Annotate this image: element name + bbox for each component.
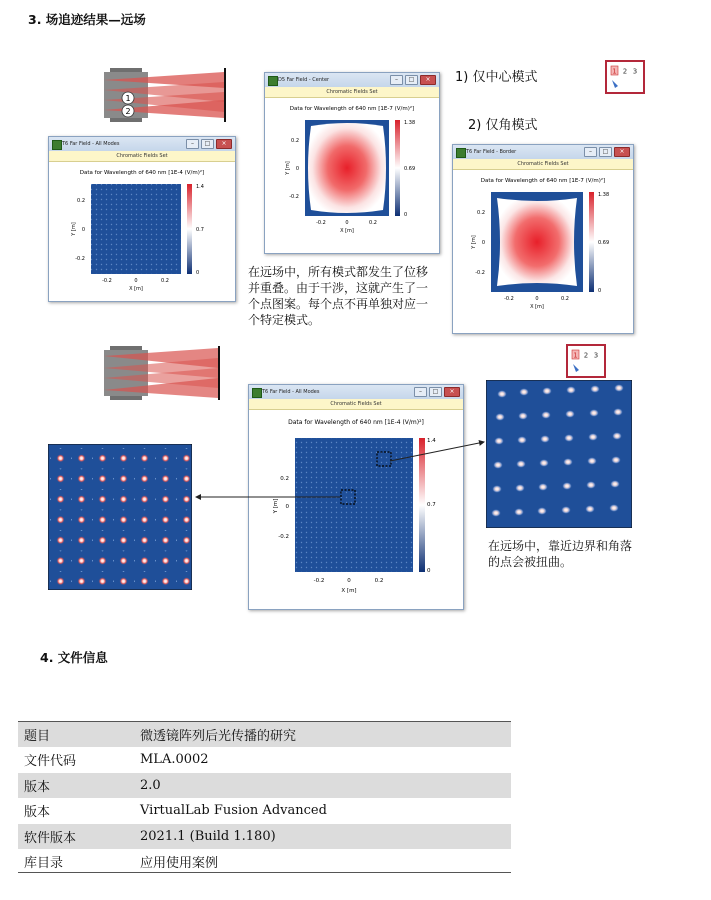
colorbar-min: 0 bbox=[196, 270, 200, 276]
label-center-mode: 1) 仅中心模式 bbox=[455, 70, 538, 85]
mode-selector-tool-top[interactable] bbox=[605, 60, 645, 94]
x-tick: -0.2 bbox=[102, 278, 112, 284]
svg-text:2: 2 bbox=[583, 351, 589, 360]
field-plot-center bbox=[265, 98, 439, 253]
window-subtitle: Chromatic Fields Set bbox=[49, 151, 235, 162]
file-info-table bbox=[18, 722, 511, 875]
window-center[interactable] bbox=[264, 72, 440, 254]
close-button[interactable]: × bbox=[444, 387, 460, 397]
y-axis-label: Y [m] bbox=[285, 161, 291, 175]
plot-caption: Data for Wavelength of 640 nm [1E-4 (V/m)²] bbox=[288, 419, 424, 426]
colorbar-min: 0 bbox=[598, 288, 602, 294]
field-image bbox=[91, 184, 181, 274]
note-overlap: 在远场中，所有模式都发生了位移并重叠。由于干涉，这就产生了一个点图案。每个点不再单独对应一个特定模式。 bbox=[248, 265, 429, 327]
minimize-button[interactable]: – bbox=[186, 139, 199, 149]
x-tick: -0.2 bbox=[316, 220, 326, 226]
window-titlebar[interactable] bbox=[453, 145, 633, 159]
x-tick: 0.2 bbox=[369, 220, 377, 226]
info-value: VirtualLab Fusion Advanced bbox=[134, 798, 511, 824]
info-value: 2.0 bbox=[134, 773, 511, 799]
y-tick: 0.2 bbox=[77, 198, 85, 204]
plot-caption: Data for Wavelength of 640 nm [1E-4 (V/m)²] bbox=[79, 170, 205, 176]
window-title: T6 Far Field - Border bbox=[466, 149, 517, 155]
minimize-button[interactable]: – bbox=[584, 147, 597, 157]
info-key: 版本 bbox=[18, 773, 134, 799]
zoom-arrows bbox=[190, 430, 490, 510]
window-subtitle: Chromatic Fields Set bbox=[453, 159, 633, 170]
x-tick: -0.2 bbox=[313, 578, 325, 584]
table-row bbox=[18, 798, 511, 824]
colorbar-mid: 0.7 bbox=[196, 227, 204, 233]
window-all-modes-top[interactable] bbox=[48, 136, 236, 302]
x-axis-label: X [m] bbox=[341, 588, 357, 594]
beam-schematic-top bbox=[94, 68, 234, 122]
plot-caption: Data for Wavelength of 640 nm [1E-7 (V/m)²] bbox=[289, 106, 415, 112]
y-axis-label: Y [m] bbox=[71, 222, 77, 236]
colorbar-max: 1.38 bbox=[404, 120, 416, 126]
y-tick: 0 bbox=[81, 227, 85, 233]
field-plot-border bbox=[453, 170, 633, 333]
x-axis-label: X [m] bbox=[530, 304, 544, 310]
svg-text:2: 2 bbox=[125, 107, 131, 116]
corner-mode-spot bbox=[497, 198, 577, 286]
app-icon bbox=[456, 148, 466, 158]
svg-text:1: 1 bbox=[573, 351, 578, 360]
minimize-button[interactable]: – bbox=[390, 75, 403, 85]
table-row bbox=[18, 824, 511, 850]
window-titlebar[interactable] bbox=[249, 385, 463, 399]
window-title: D5 Far Field - Center bbox=[278, 77, 330, 83]
app-icon bbox=[52, 140, 62, 150]
x-tick: 0.2 bbox=[561, 296, 569, 302]
app-icon bbox=[252, 388, 262, 398]
svg-text:3: 3 bbox=[632, 67, 638, 76]
window-titlebar[interactable] bbox=[265, 73, 439, 87]
x-tick: 0.2 bbox=[161, 278, 169, 284]
plot-area bbox=[265, 98, 439, 253]
x-tick: 0 bbox=[347, 578, 351, 584]
colorbar-max: 1.38 bbox=[598, 192, 610, 198]
info-value: 微透镜阵列后光传播的研究 bbox=[134, 722, 511, 747]
colorbar-mid: 0.69 bbox=[404, 166, 416, 172]
window-title: T6 Far Field - All Modes bbox=[262, 389, 320, 395]
colorbar-max: 1.4 bbox=[427, 438, 436, 444]
y-tick: 0 bbox=[285, 504, 289, 510]
x-tick: -0.2 bbox=[504, 296, 514, 302]
y-tick: 0.2 bbox=[291, 138, 299, 144]
y-tick: -0.2 bbox=[278, 534, 289, 540]
plot-area bbox=[453, 170, 633, 333]
svg-text:1: 1 bbox=[612, 67, 617, 76]
info-key: 软件版本 bbox=[18, 824, 134, 850]
y-tick: 0 bbox=[295, 166, 299, 172]
window-subtitle: Chromatic Fields Set bbox=[249, 399, 463, 410]
colorbar-mid: 0.69 bbox=[598, 240, 610, 246]
svg-text:3: 3 bbox=[593, 351, 599, 360]
close-button[interactable]: × bbox=[216, 139, 232, 149]
info-value: 应用使用案例 bbox=[134, 849, 511, 875]
colorbar-mid: 0.7 bbox=[427, 502, 436, 508]
zoom-corner-spots bbox=[486, 380, 632, 528]
maximize-button[interactable]: □ bbox=[405, 75, 418, 85]
note-distortion: 在远场中，靠近边界和角落的点会被扭曲。 bbox=[488, 539, 633, 569]
x-tick: 0 bbox=[535, 296, 539, 302]
info-key: 文件代码 bbox=[18, 747, 134, 773]
colorbar-max: 1.4 bbox=[196, 184, 204, 190]
y-tick: 0 bbox=[481, 240, 485, 246]
pencil-icon bbox=[612, 80, 618, 88]
arrow-to-right-zoom bbox=[390, 442, 484, 461]
window-subtitle: Chromatic Fields Set bbox=[265, 87, 439, 98]
y-tick: -0.2 bbox=[75, 256, 85, 262]
y-tick: 0.2 bbox=[477, 210, 485, 216]
colorbar bbox=[589, 192, 594, 292]
colorbar-min: 0 bbox=[404, 212, 408, 218]
colorbar bbox=[187, 184, 192, 274]
center-mode-spot bbox=[308, 123, 386, 213]
y-tick: 0.2 bbox=[280, 476, 289, 482]
info-key: 题目 bbox=[18, 722, 134, 747]
svg-text:1: 1 bbox=[125, 94, 131, 103]
info-key: 版本 bbox=[18, 798, 134, 824]
label-corner-mode: 2) 仅角模式 bbox=[468, 118, 538, 133]
table-row bbox=[18, 722, 511, 747]
x-axis-label: X [m] bbox=[129, 286, 143, 292]
x-tick: 0 bbox=[134, 278, 138, 284]
table-row bbox=[18, 849, 511, 875]
x-tick: 0.2 bbox=[374, 578, 384, 584]
plot-caption: Data for Wavelength of 640 nm [1E-7 (V/m)²] bbox=[480, 178, 606, 184]
table-bottom-rule bbox=[18, 872, 511, 873]
maximize-button[interactable]: □ bbox=[201, 139, 214, 149]
y-tick: -0.2 bbox=[289, 194, 299, 200]
colorbar bbox=[395, 120, 400, 216]
section-heading-3: 3. 场追迹结果—远场 bbox=[28, 12, 146, 27]
beam-schematic-bottom bbox=[94, 346, 224, 400]
y-tick: -0.2 bbox=[475, 270, 485, 276]
info-key: 库目录 bbox=[18, 849, 134, 875]
app-icon bbox=[268, 76, 278, 86]
y-axis-label: Y [m] bbox=[471, 235, 477, 249]
info-value: 2021.1 (Build 1.180) bbox=[134, 824, 511, 850]
table-row bbox=[18, 747, 511, 773]
info-value: MLA.0002 bbox=[134, 747, 511, 773]
window-border[interactable] bbox=[452, 144, 634, 334]
x-axis-label: X [m] bbox=[340, 228, 354, 234]
maximize-button[interactable]: □ bbox=[599, 147, 612, 157]
table-row bbox=[18, 773, 511, 799]
plot-area bbox=[49, 162, 235, 301]
x-tick: 0 bbox=[345, 220, 349, 226]
maximize-button[interactable]: □ bbox=[429, 387, 442, 397]
y-axis-label: Y [m] bbox=[273, 498, 279, 514]
mode-selector-tool-bottom[interactable] bbox=[566, 344, 606, 378]
section-heading-4: 4. 文件信息 bbox=[40, 650, 108, 665]
colorbar-min: 0 bbox=[427, 568, 431, 574]
close-button[interactable]: × bbox=[420, 75, 436, 85]
field-plot-all-modes-top bbox=[49, 162, 235, 301]
zoom-center-spots bbox=[48, 444, 192, 590]
minimize-button[interactable]: – bbox=[414, 387, 427, 397]
window-titlebar[interactable] bbox=[49, 137, 235, 151]
window-title: T6 Far Field - All Modes bbox=[62, 141, 120, 147]
pencil-icon bbox=[573, 364, 579, 372]
svg-text:2: 2 bbox=[622, 67, 628, 76]
close-button[interactable]: × bbox=[614, 147, 630, 157]
spot-pattern bbox=[48, 444, 192, 590]
